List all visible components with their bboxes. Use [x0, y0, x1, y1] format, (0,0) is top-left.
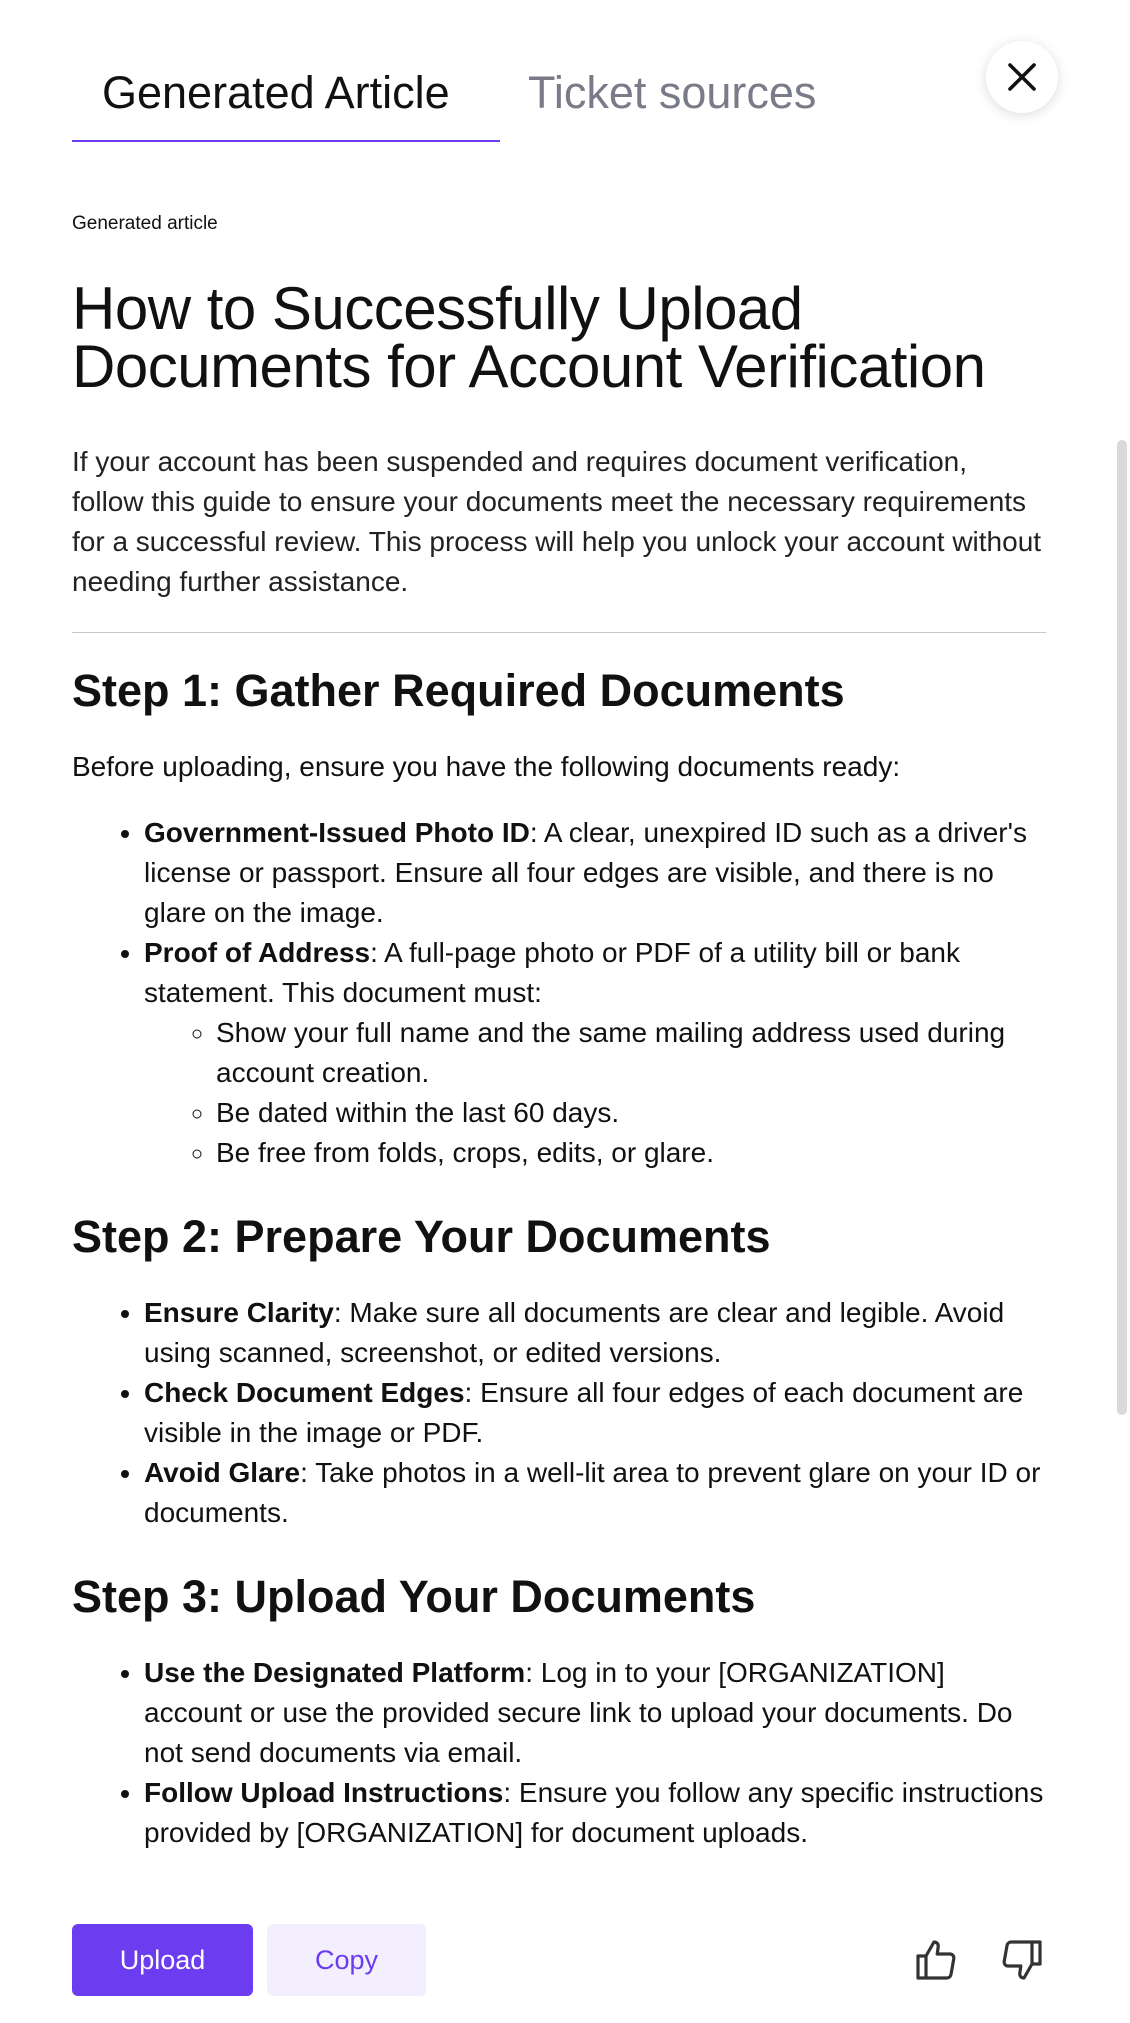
list-item-term: Government-Issued Photo ID: [144, 817, 530, 848]
step3-list: [72, 1653, 1046, 1853]
list-item-text: : Take photos in a well-lit area to prevent glare on your ID or documents.: [144, 1457, 1041, 1528]
list-item-text: : Ensure all four edges of each document are visible in the image or PDF.: [144, 1377, 1024, 1448]
step2-list: [72, 1293, 1046, 1533]
list-item: [144, 1373, 1046, 1453]
upload-button[interactable]: Upload: [72, 1924, 253, 1996]
article-content[interactable]: [72, 210, 1046, 1866]
divider: [72, 632, 1046, 633]
list-item-text: : Log in to your [ORGANIZATION] account or use the provided secure link to upload your documents. Do not send documents via email.: [144, 1657, 1013, 1768]
list-item-text: : Ensure you follow any specific instructions provided by [ORGANIZATION] for document uploads.: [144, 1777, 1044, 1848]
list-item-term: Avoid Glare: [144, 1457, 301, 1488]
tab-ticket-sources[interactable]: Ticket sources: [528, 67, 817, 118]
list-item: [144, 813, 1046, 933]
article-label: Generated article: [72, 213, 218, 234]
close-icon: [1006, 61, 1038, 93]
list-item-term: Ensure Clarity: [144, 1297, 334, 1328]
list-item: [144, 933, 1046, 1173]
step3-heading: Step 3: Upload Your Documents: [72, 1571, 756, 1622]
sub-list: [144, 1013, 1046, 1173]
close-button[interactable]: [986, 41, 1058, 113]
sub-list-item: ◦ Show your full name and the same mailing address used during account creation.: [216, 1013, 1046, 1093]
tab-generated-article[interactable]: Generated Article: [72, 60, 500, 142]
list-item-term: Use the Designated Platform: [144, 1657, 526, 1688]
step2-heading: Step 2: Prepare Your Documents: [72, 1211, 771, 1262]
sub-list-item: ◦ Be free from folds, crops, edits, or glare.: [216, 1133, 1046, 1173]
step1-heading: Step 1: Gather Required Documents: [72, 665, 845, 716]
list-item-text: : Make sure all documents are clear and legible. Avoid using scanned, screenshot, or edited versions.: [144, 1297, 1005, 1368]
sub-list-item: ◦ Be dated within the last 60 days.: [216, 1093, 1046, 1133]
tab-bar: [72, 60, 932, 142]
list-item: [144, 1293, 1046, 1373]
step1-lead: Before uploading, ensure you have the following documents ready:: [72, 751, 901, 782]
list-item: [144, 1773, 1046, 1853]
list-item: [144, 1653, 1046, 1773]
article-intro: If your account has been suspended and requires document verification, follow this guide to ensure your documents meet the necessary requirements for a successful review. This process will help you unlock your account without needing further assistance.: [72, 446, 1042, 597]
list-item-text: : A full-page photo or PDF of a utility bill or bank statement. This document must:: [144, 937, 960, 1008]
step1-list: [72, 813, 1046, 1173]
article-title: How to Successfully Upload Documents for Account Verification: [72, 275, 986, 400]
thumbs-down-icon[interactable]: [998, 1936, 1046, 1984]
scrollbar-thumb[interactable]: [1117, 440, 1127, 1415]
list-item-term: Check Document Edges: [144, 1377, 465, 1408]
thumbs-up-icon[interactable]: [912, 1936, 960, 1984]
list-item: [144, 1453, 1046, 1533]
footer-actions: [0, 1870, 1130, 2023]
copy-button[interactable]: Copy: [267, 1924, 426, 1996]
list-item-term: Follow Upload Instructions: [144, 1777, 504, 1808]
list-item-text: : A clear, unexpired ID such as a driver's license or passport. Ensure all four edges are visible, and there is no glare on the image.: [144, 817, 1027, 928]
list-item-term: Proof of Address: [144, 937, 371, 968]
